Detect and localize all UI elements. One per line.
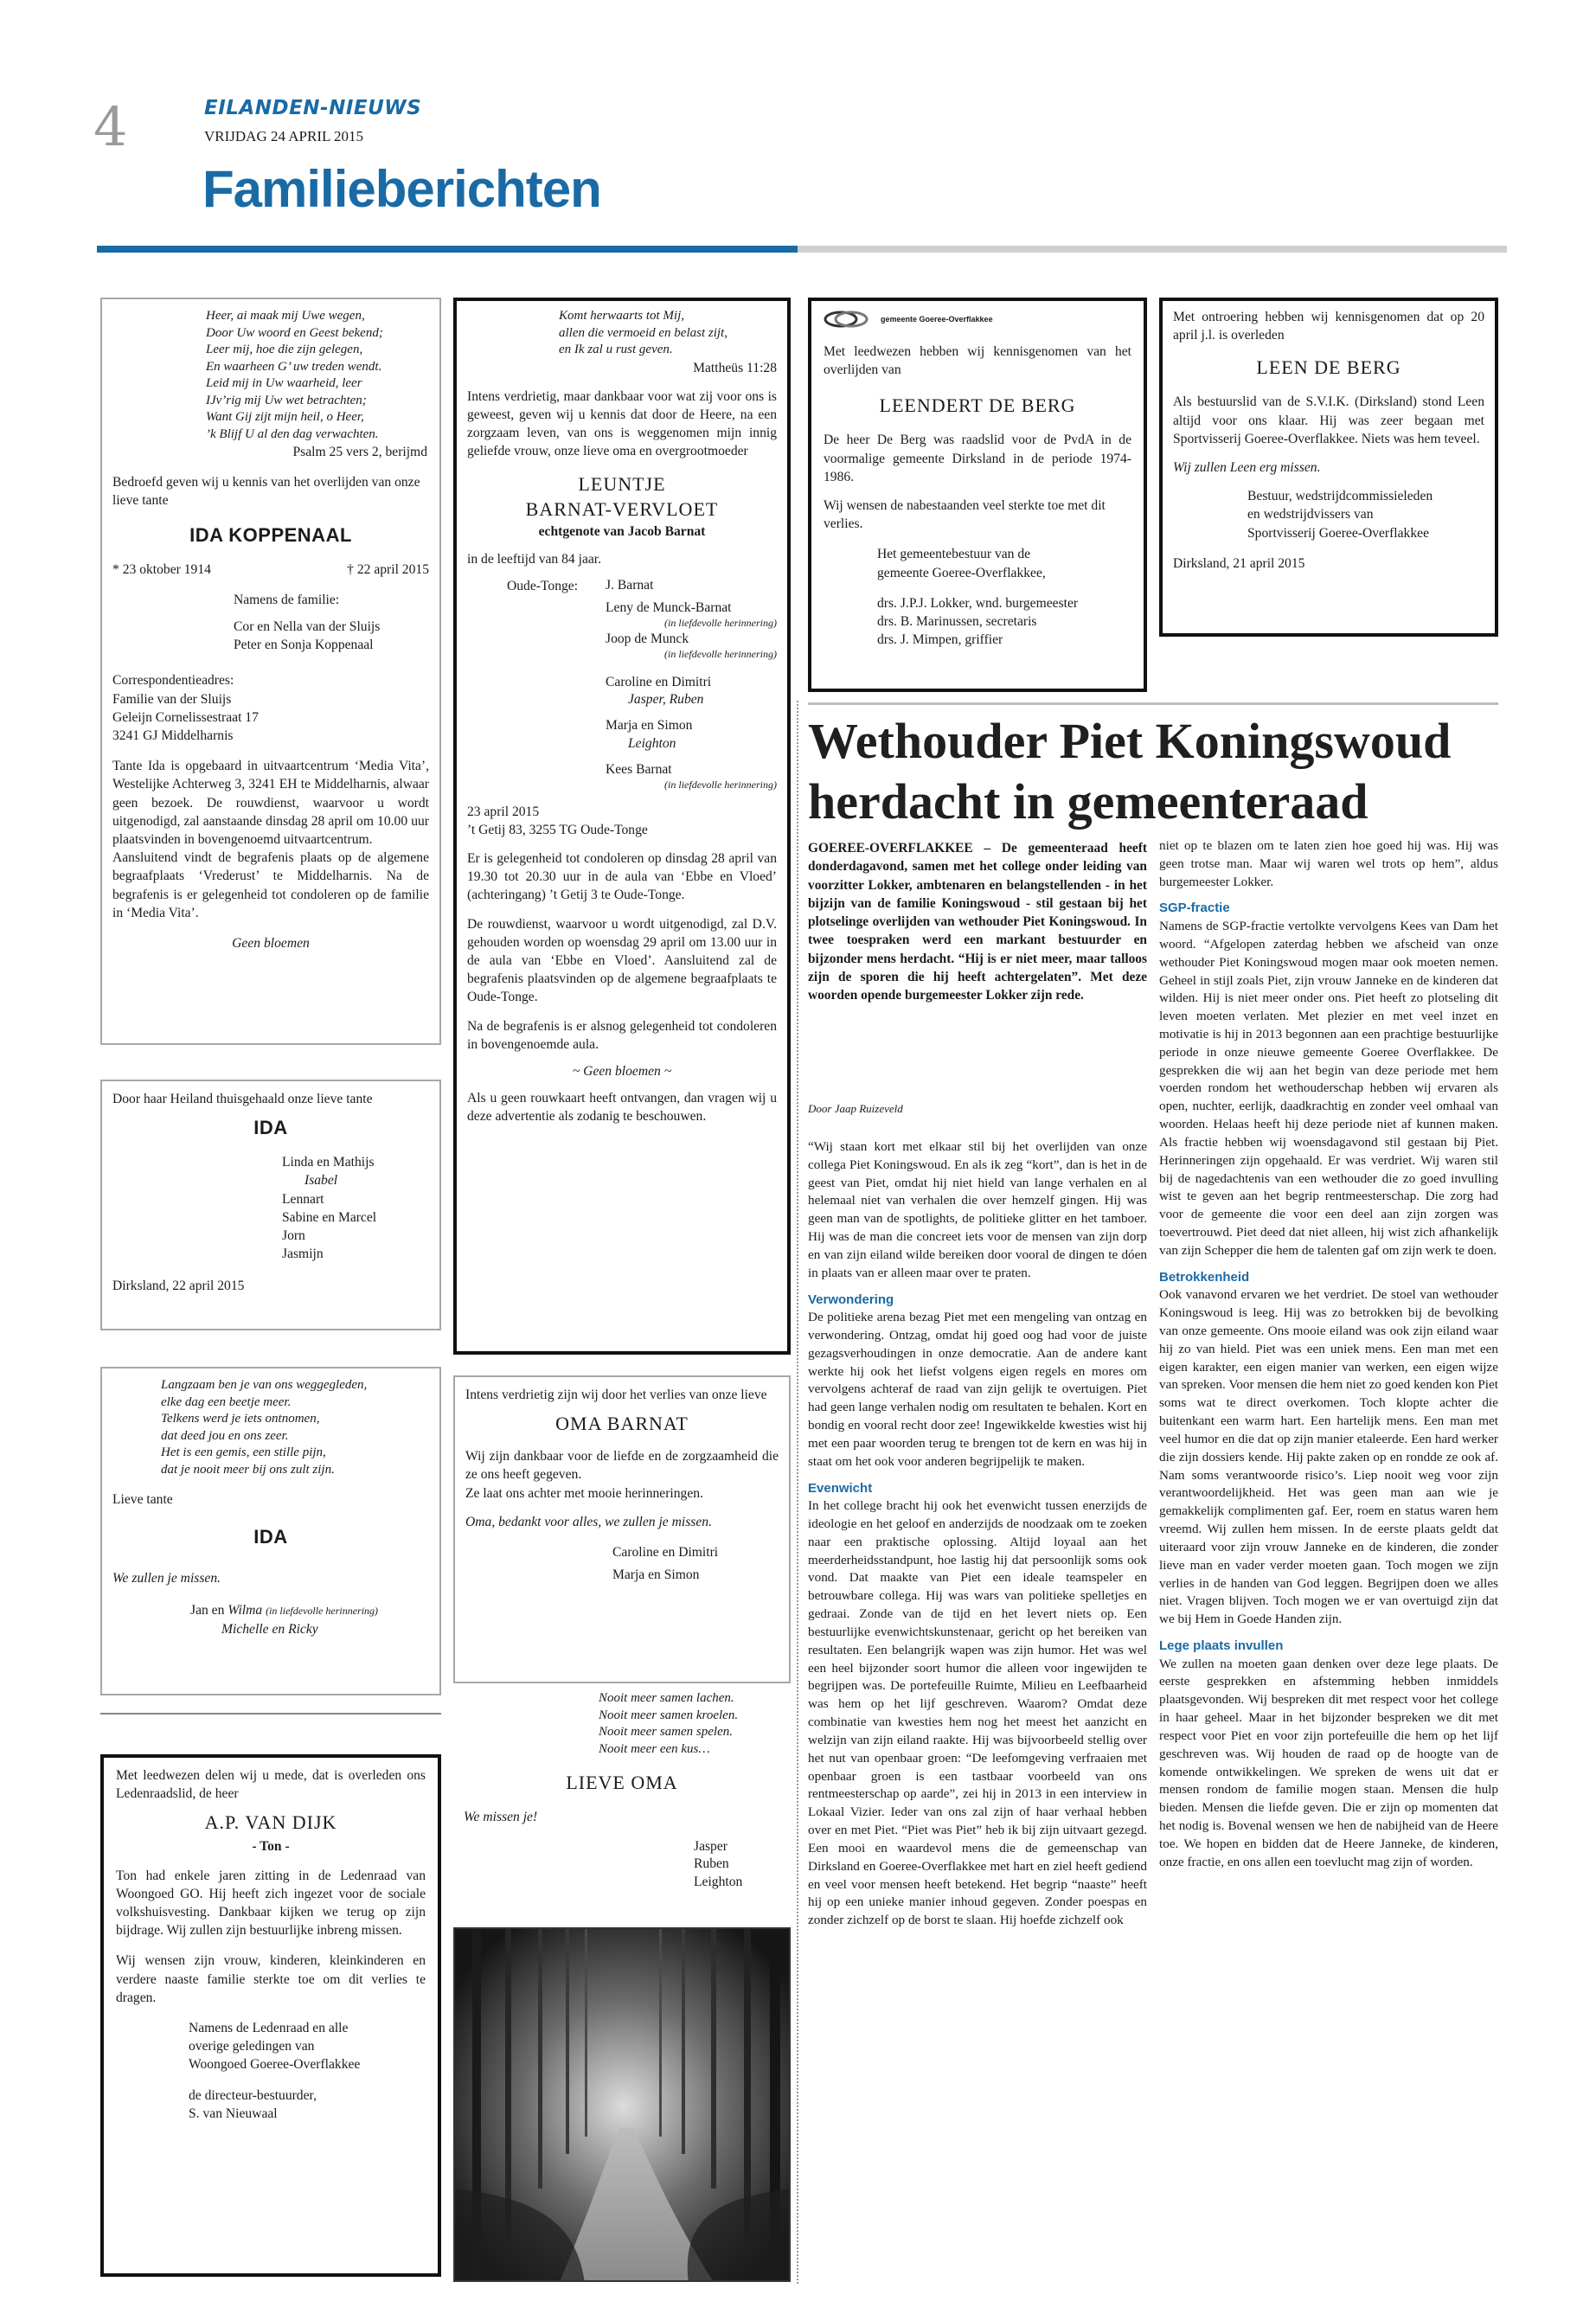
age: in de leeftijd van 84 jaar. bbox=[467, 551, 602, 567]
poem: Komt herwaarts tot Mij, allen die vermoeid en belast zijt, en Ik zal u rust geven. bbox=[559, 309, 727, 356]
deceased-name: LIEVE OMA bbox=[566, 1772, 678, 1793]
deceased-name: LEEN DE BERG bbox=[1256, 356, 1401, 379]
family-list: Cor en Nella van der Sluijs Peter en Sonja Koppenaal bbox=[234, 619, 381, 653]
notice-closing: We missen je! bbox=[464, 1809, 538, 1824]
article-byline: Door Jaap Ruizeveld bbox=[808, 1102, 903, 1115]
family-list: Caroline en Dimitri Marja en Simon bbox=[612, 1544, 719, 1583]
notice-body-3: Na de begrafenis is er alsnog gelegenheid tot condoleren in bovengenoemde aula. bbox=[467, 1018, 777, 1052]
notice-intro: Met leedwezen hebben wij kennisgenomen van het overlijden van bbox=[824, 344, 1131, 378]
article-paragraph: Ook vanavond ervaren we het verdriet. De stoel van wethouder Koningswoud is leeg. Hij was zo betrokken bij de bevolking van onze gemeente. Ons mooie eiland was ook zijn eiland waar hij zo van hield. Piet was een uniek mens. Een man met een eigen karakter, een eigen manier van werken, een eigen wijze van spreken. Voor mensen die hem niet zo goed kenden kon Piet soms wat te direct overkomen. Toch klopte achter die buitenkant een warm hart. Een hartelijk mens. Een man met veel humor en die dat op zijn manier etaleerde. Een hard werker die zijn dossiers kende. Hij pakte zaken op en rondde ze ook af. Nam soms verantwoorde risico’s. Liep nooit weg voor zijn verantwoordelijkheid. Het was geen man aan wie je gemakkelijk complimenten gaf. Eer, roem en status waren hem vreemd. Wij zullen hem missen. In de eerste plaats geldt dat uiteraard voor zijn vrouw Janneke en de kinderen, die zonder lieve man en vader verder moeten gaan. Toch mogen we zijn verlies in de handen van God leggen. Begrijpen doen we alles niet. Vragen blijven. Toch mogen we er van overtuigd zijn dat we bij Hem in Goede Handen zijn. bbox=[1159, 1287, 1498, 1627]
life-dates: * 23 oktober 1914 † 22 april 2015 bbox=[112, 561, 429, 577]
notice-ida-koppenaal bbox=[100, 298, 441, 1045]
poem: Langzaam ben je van ons weggegleden, elke dag een beetje meer. Telkens werd je iets ontnomen, dat deed jou en ons zeer. Het is een gemis, een stille pijn, dat je nooit meer bij ons zult zijn. bbox=[161, 1378, 368, 1477]
notice-intro: Intens verdrietig, maar dankbaar voor wat zij voor ons is geweest, geven wij u kennis dat door de Heere, na een zorgzaam leven, van ons is weggenomen mijn innig geliefde vrouw, onze lieve oma en overgrootmoeder bbox=[467, 388, 777, 459]
notice-body-2: Ze laat ons achter met mooie herinneringen. bbox=[465, 1485, 703, 1501]
notice-lieve-oma bbox=[453, 1682, 791, 1920]
notice-oma-barnat bbox=[453, 1375, 791, 1683]
article-paragraph: niet op te blazen om te laten zien hoe goed hij was. Hij was geen trotse man. Maar wij waren wel trots op hem”, aldus burgemeester Lokker. bbox=[1159, 838, 1498, 889]
nickname: - Ton - bbox=[252, 1839, 290, 1855]
article-subheading: Evenwicht bbox=[808, 1480, 873, 1496]
article-lead: GOEREE-OVERFLAKKEE – De gemeenteraad heeft donderdagavond, samen met het college onder leiding van voorzitter Lokker, ambtenaren en belangstellenden - in het bijzijn van de familie Koningswoud - stil gestaan bij het plotselinge overlijden van wethouder Piet Koningswoud. In twee toespraken werd een markant bestuurder en bijzonder mens herdacht. “Hij is er niet meer, maar talloos zijn de sporen die hij heeft achtergelaten”. Met deze woorden opende burgemeester Lokker zijn rede. bbox=[808, 841, 1147, 1003]
notice-intro: Door haar Heiland thuisgehaald onze lieve tante bbox=[112, 1092, 373, 1106]
notice-barnat-vervloet bbox=[453, 298, 791, 1355]
poem: Heer, ai maak mij Uwe wegen, Door Uw woord en Geest bekend; Leer mij, hoe die zijn gelegen, En waarheen G’ uw treden wendt. Leid mij in Uw waarheid, leer IJv’rig mij Uw wet betrachten; Want Gij zijt mijn heil, o Heer, ’k Blijf U al den dag verwachten. bbox=[206, 309, 383, 441]
place-date: Dirksland, 21 april 2015 bbox=[1173, 555, 1305, 571]
poem-reference: Psalm 25 vers 2, berijmd bbox=[292, 445, 427, 459]
poem-reference: Mattheüs 11:28 bbox=[693, 360, 777, 375]
article-headline: Wethouder Piet Koningswoud herdacht in gemeenteraad bbox=[808, 713, 1452, 830]
notice-intro: Intens verdrietig zijn wij door het verlies van onze lieve bbox=[465, 1388, 767, 1402]
notice-gemeente bbox=[808, 298, 1147, 692]
officials-list: drs. J.P.J. Lokker, wnd. burgemeester drs. B. Marinussen, secretaris drs. J. Mimpen, griffier bbox=[877, 595, 1079, 648]
notice-body-2: Wij wensen zijn vrouw, kinderen, kleinkinderen en verdere naaste familie sterkte toe om dit verlies te dragen. bbox=[116, 1953, 426, 2005]
family-label: Namens de familie: bbox=[234, 592, 340, 607]
issue-date: VRIJDAG 24 APRIL 2015 bbox=[204, 128, 364, 144]
deceased-name-2: BARNAT-VERVLOET bbox=[525, 498, 719, 521]
poem: Nooit meer samen lachen. Nooit meer samen kroelen. Nooit meer samen spelen. Nooit meer een kus… bbox=[599, 1691, 739, 1756]
notice-intro: Lieve tante bbox=[112, 1492, 173, 1507]
family-list: Linda en Mathijs Isabel Lennart Sabine en Marcel Jorn Jasmijn bbox=[282, 1155, 377, 1262]
deceased-name: IDA bbox=[253, 1117, 288, 1139]
deceased-name-1: LEUNTJE bbox=[578, 472, 666, 495]
article-subheading: Betrokkenheid bbox=[1159, 1269, 1250, 1285]
notice-body: Ton had enkele jaren zitting in de Ledenraad van Woongoed GO. Hij heeft zich ingezet voor de sociale volkshuisvesting. Dankbaar kijken we terug op zijn bijdrage. Wij zullen zijn bestuurlijke inbreng missen. bbox=[116, 1868, 426, 1939]
notice-quote: Wij zullen Leen erg missen. bbox=[1173, 459, 1321, 475]
article-paragraph: De politieke arena bezag Piet met een mengeling van ontzag en verwondering. Ontzag, omdat hij goed oog had voor de juiste gezagsverhoudingen in onze democratie. Aan de andere kant werkte hij ook het liefst volgens eigen regels en mores om vervolgens achteraf de raad van zijn gelijk te overtuigen. Piet had geen lange verhalen nodig om resultaten te behalen. Kort en bondig en vooral recht door zee! Ingewikkelde kwesties wist hij met een paar woorden terug te brengen tot de kern en was hij in staat om het ook voor anderen begrijpelijk te maken. bbox=[808, 1310, 1147, 1469]
notice-body-2: Wij wensen de nabestaanden veel sterkte toe met dit verlies. bbox=[824, 497, 1106, 532]
article-subheading: Lege plaats invullen bbox=[1159, 1638, 1284, 1654]
signature-block: Bestuur, wedstrijdcommissieleden en wedstrijdvissers van Sportvisserij Goeree-Overflakkee bbox=[1247, 489, 1433, 541]
header-rule-gray bbox=[798, 246, 1507, 253]
notice-intro: Met ontroering hebben wij kennisgenomen dat op 20 april j.l. is overleden bbox=[1173, 310, 1484, 343]
signature-block: Namens de Ledenraad en alle overige geledingen van Woongoed Goeree-Overflakkee bbox=[189, 2020, 361, 2073]
column-divider bbox=[100, 1713, 441, 1715]
municipality-logo bbox=[824, 310, 993, 329]
signature-block: Het gemeentebestuur van de gemeente Goeree-Overflakkee, bbox=[877, 547, 1046, 580]
address: ’t Getij 83, 3255 TG Oude-Tonge bbox=[467, 822, 648, 837]
header-rule-blue bbox=[97, 246, 798, 253]
notice-body: Tante Ida is opgebaard in uitvaartcentrum ‘Media Vita’, Westelijke Achterweg 3, 3241 EH te Middelharnis, alwaar geen bezoek. De rouwdienst, waarvoor u wordt uitgenodigd, zal aanstaande dinsdag 28 april om 10.00 uur plaatsvinden in bovengenoemd uitvaartcentrum. bbox=[112, 759, 429, 847]
forest-path-photo bbox=[453, 1927, 791, 2282]
notice-ida-3 bbox=[100, 1367, 441, 1695]
notice-body-2: De rouwdienst, waarvoor u wordt uitgenodigd, zal D.V. gehouden worden op woensdag 29 april om 13.00 uur in de aula van ‘Ebbe en Vloed’. Aansluitend zal de begrafenis plaatsvinden op de algemene begraafplaats te Oude-Tonge. bbox=[467, 916, 777, 1005]
notice-closing: Geen bloemen bbox=[232, 935, 310, 951]
deceased-name: A.P. VAN DIJK bbox=[204, 1811, 337, 1834]
notice-svik bbox=[1159, 298, 1498, 637]
deceased-name: OMA BARNAT bbox=[555, 1413, 689, 1435]
flowers: ~ Geen bloemen ~ bbox=[572, 1064, 672, 1080]
notice-intro: Bedroefd geven wij u kennis van het overlijden van onze lieve tante bbox=[112, 475, 420, 509]
notice-body: De heer De Berg was raadslid voor de PvdA in de voormalige gemeente Dirksland in de periode 1974-1986. bbox=[824, 433, 1131, 484]
family-line-2: Michelle en Ricky bbox=[221, 1621, 318, 1637]
notice-body: Wij zijn dankbaar voor de liefde en de zorgzaamheid die ze ons heeft gegeven. bbox=[465, 1449, 779, 1483]
column-dotted-divider bbox=[797, 701, 798, 2284]
article-paragraph: In het college bracht hij ook het evenwicht tussen enerzijds de ideologie en het geloof en anderzijds de noodzaak om te zoeken naar een praktische oplossing. Altijd loyaal aan het meerderheidsstandpunt, hoe lastig hij dat persoonlijk soms ook vond. Dat maakte van Piet een ideale teamspeler en betrouwbare collega. Hij was wars van politieke spelletjes en gedraai. Zonde van de tijd en het levert niets op. Een bestuurlijke evenwichtskunstenaar, gericht op het bereiken van resultaten. Een belangrijk wapen was zijn humor. Het was wel een heel bijzonder soort humor die alleen voor ingewijden te begrijpen was. De portefeuille Ruimte, Milieu en Leefbaarheid was hem op het lijf geschreven. Waarom? Omdat deze combinatie van kwesties hem nog het meest het aanzicht en welzijn van zijn eiland raakte. Hij was bijvoorbeeld stellig over het nut van openbaar groen: “De leefomgeving verfraaien met openbaar groen is een tastbaar voorbeeld van ons rentmeesterschap op aarde”, zei hij in 2013 in een interview in Lokaal Vizier. Ieder van ons zal zijn of haar verhaal hebben over en met Piet. “Piet was Piet” heb ik bij zijn uitvaart gezegd. Een mooi en waardevol mens die de gemeenschap van Dirksland en Goeree-Overflakkee met hart en ziel heeft gediend en veel voor mensen heeft betekend. Het begrip “naaste” heeft hij op een unieke manier inhoud gegeven. Zonder poespas en zonder zichzelf op de borst te slaan. Hij hoefde zichzelf ook bbox=[808, 1498, 1147, 1928]
notice-body-2: Aansluitend vindt de begrafenis plaats op de algemene begraafplaats ‘Vrederust’ te Middelharnis. Na de begrafenis is er gelegenheid tot condoleren op de familie in ‘Media Vita’. bbox=[112, 850, 429, 920]
section-title: Familieberichten bbox=[202, 160, 601, 218]
article-paragraph: We zullen na moeten gaan denken over deze lege plaats. De eerste gesprekken en afstemming hebben inmiddels plaatsgevonden. Wij bespreken dit met respect voor het college in haar geheel. Maar in het bijzonder bespreken we dit met respect voor Piet en voor zijn portefeuille die hem op het lijf geschreven was. Wij houden de raad op de hoogte van de komende ontwikkelingen. We spreken de wens uit dat er mensen rondom de familie mogen staan. Mensen die hulp bieden. Mensen die liefde geven. Die er zijn op momenten dat het nodig is. Bovenal wensen we hen de nabijheid van de Heere toe. We hopen en bidden dat de Heere Janneke, de kinderen, onze fractie, en ons allen een toevlucht mag zijn of worden. bbox=[1159, 1656, 1498, 1869]
notice-body: Als bestuurslid van de S.V.I.K. (Dirksland) stond Leen altijd voor ons klaar. Hij was zeer begaan met Sportvisserij Goeree-Overflakkee. Niets was hem teveel. bbox=[1173, 394, 1484, 446]
page-number: 4 bbox=[93, 95, 128, 158]
masthead-logo: EILANDEN-NIEUWS bbox=[204, 97, 422, 119]
article-paragraph: Namens de SGP-fractie vertolkte vervolgens Kees van Dam het woord. “Afgelopen zaterdag hebben we afscheid van onze wethouder Piet Koningswoud mogen maar ook moeten nemen. Geheel in stijl zoals Piet, zijn vrouw Janneke en de kinderen dat wilden. Hij is niet meer onder ons. Piet heeft zo plotseling dit leven moeten verlaten. Met plezier en met veel inzet en motivatie is hij in 2013 begonnen aan een prachtige bestuurlijke periode in onze nieuwe gemeente Goeree Overflakkee. De gesprekken die wij aan het begin van deze periode met hem voerden rondom het wethouderschap hebben wij ervaren als open, nuchter, eerlijk, daadkrachtig en zonder veel omhaal van woorden. Helaas heeft hij deze periode niet af kunnen maken. Als fractie hebben wij woensdagavond stil gestaan bij Piet. Herinneringen zijn opgehaald. Er was verdriet. Wij waren stil bij de nagedachtenis van een wethouder die zo goed invulling wist te geven aan het begrip rentmeesterschap. Die zorg had voor de gemeente die voor een deel aan zijn zorgen was toevertrouwd. Piet deed dat niet alleen, hij wist zich afhankelijk van zijn Schepper die hem de talenten gaf om zijn werk te doen. bbox=[1159, 919, 1498, 1258]
notice-ida-2 bbox=[100, 1080, 441, 1330]
family-list: J. Barnat Leny de Munck-Barnat (in liefdevolle herinnering) Joop de Munck (in liefdevolle herinnering) Caroline en Dimitri Jasper, Ruben Marja en Simon Leighton Kees Barnat (in liefdevolle herinnering) bbox=[606, 577, 777, 792]
article-top-rule bbox=[808, 702, 1498, 705]
deceased-name: LEENDERT DE BERG bbox=[879, 394, 1076, 417]
municipality-logo-icon bbox=[824, 310, 874, 329]
notice-van-dijk bbox=[100, 1754, 441, 2277]
deceased-name: IDA bbox=[253, 1526, 288, 1548]
notice-intro: Met leedwezen delen wij u mede, dat is overleden ons Ledenraadslid, de heer bbox=[116, 1768, 426, 1802]
article-paragraph: “Wij staan kort met elkaar stil bij het overlijden van onze collega Piet Koningswoud. En als ik zeg “kort”, dan is het in de geest van Piet, omdat hij niet hield van lange verhalen en al helemaal niet van verhalen die over hemzelf gingen. Hij was geen man van de spotlights, de politieke glitter en het tamboer. Hij was de man die concreet iets voor de mensen van zijn dorp en van zijn eiland wilde bereiken door vooral de dingen te dóen in plaats van er alleen maar over te praten. bbox=[808, 1139, 1147, 1280]
municipality-logo-text: gemeente Goeree-Overflakkee bbox=[881, 314, 993, 324]
article-column-1 bbox=[808, 1138, 1147, 1937]
notice-closing: Als u geen rouwkaart heeft ontvangen, dan vragen wij u deze advertentie als zodanig te beschouwen. bbox=[467, 1091, 777, 1125]
spouse: echtgenote van Jacob Barnat bbox=[538, 524, 706, 540]
director-signature: de directeur-bestuurder, S. van Nieuwaal bbox=[189, 2087, 317, 2121]
notice-closing: We zullen je missen. bbox=[112, 1571, 221, 1586]
notice-quote: Oma, bedankt voor alles, we zullen je missen. bbox=[465, 1514, 712, 1529]
family-list: Jasper Ruben Leighton bbox=[694, 1839, 743, 1889]
family-line-1: Jan en Wilma (in liefdevolle herinnering) bbox=[190, 1603, 379, 1618]
place: Oude-Tonge: bbox=[507, 578, 579, 593]
place-date: Dirksland, 22 april 2015 bbox=[112, 1279, 245, 1294]
date: 23 april 2015 bbox=[467, 804, 540, 819]
article-subheading: SGP-fractie bbox=[1159, 901, 1230, 916]
family-block bbox=[467, 577, 777, 792]
correspondence-address: Correspondentieadres: Familie van der Sluijs Geleijn Cornelissestraat 17 3241 GJ Middelharnis bbox=[112, 673, 259, 743]
notice-body-1: Er is gelegenheid tot condoleren op dinsdag 28 april van 19.30 tot 20.30 uur in de aula van ‘Ebbe en Vloed’ (achteringang) ’t Getij 3 te Oude-Tonge. bbox=[467, 851, 777, 903]
article-subheading: Verwondering bbox=[808, 1292, 894, 1307]
article-column-2 bbox=[1159, 837, 1498, 1879]
forest-path-illustration bbox=[455, 1929, 791, 2282]
deceased-name: IDA KOPPENAAL bbox=[189, 523, 352, 546]
